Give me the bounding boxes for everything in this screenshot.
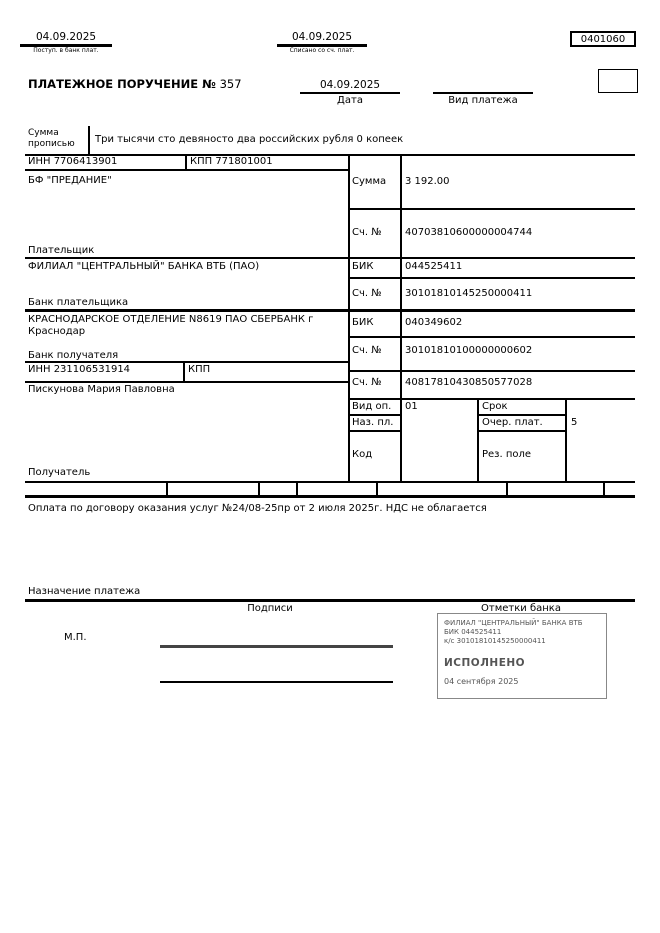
reserve-field-label: Рез. поле	[482, 449, 532, 460]
priority-label: Очер. плат.	[482, 417, 543, 428]
payee-kpp-label: КПП	[188, 364, 211, 375]
payer-acc: 40703810600000004744	[405, 227, 533, 238]
table-line	[25, 495, 635, 498]
document-date: 04.09.2025	[319, 79, 381, 91]
payee-acc-label: Сч. №	[352, 377, 382, 388]
stamp-place-label: М.П.	[64, 632, 87, 643]
table-line	[25, 257, 635, 259]
signature-line	[160, 681, 393, 683]
divider	[88, 126, 90, 154]
table-line	[400, 154, 402, 481]
payment-purpose-label: Назначение платежа	[28, 586, 141, 597]
divider	[25, 599, 635, 602]
signature-line	[160, 645, 393, 648]
date-received-label: Поступ. в банк плат.	[33, 47, 99, 54]
table-line	[348, 336, 635, 338]
payee-bank-bik: 040349602	[405, 317, 463, 328]
payer-bank-name: ФИЛИАЛ "ЦЕНТРАЛЬНЫЙ" БАНКА ВТБ (ПАО)	[28, 261, 260, 272]
payer-bank-acc-label: Сч. №	[352, 288, 382, 299]
payment-kind-label: Вид платежа	[448, 95, 518, 106]
divider	[433, 92, 533, 94]
payer-name: БФ "ПРЕДАНИЕ"	[28, 175, 112, 186]
payer-bank-acc: 30101810145250000411	[405, 288, 533, 299]
table-line	[25, 169, 348, 171]
table-line	[258, 481, 260, 495]
date-debited-value: 04.09.2025	[291, 31, 353, 43]
sum-label: Сумма	[352, 176, 387, 187]
op-type-value: 01	[405, 401, 418, 412]
table-line	[477, 414, 566, 416]
bank-stamp	[437, 613, 607, 699]
payee-inn: ИНН 231106531914	[28, 364, 131, 375]
table-line	[296, 481, 298, 495]
table-line	[348, 277, 635, 279]
stamp-corr-acc: к/с 30101810145250000411	[444, 637, 546, 645]
payee-bank-name: КРАСНОДАРСКОЕ ОТДЕЛЕНИЕ N8619 ПАО СБЕРБАНК г Краснодар	[28, 314, 314, 337]
payment-purpose-text: Оплата по договору оказания услуг №24/08-25пр от 2 июля 2025г. НДС не облагается	[28, 503, 487, 514]
table-line	[565, 398, 567, 481]
payee-bank-acc-label: Сч. №	[352, 345, 382, 356]
payer-section-label: Плательщик	[28, 245, 95, 256]
date-label: Дата	[337, 95, 363, 106]
table-line	[348, 154, 350, 481]
table-line	[25, 381, 348, 383]
date-received-value: 04.09.2025	[35, 31, 97, 43]
table-line	[348, 370, 635, 372]
payer-bank-bik: 044525411	[405, 261, 463, 272]
bank-marks-label: Отметки банка	[481, 603, 561, 614]
document-title: ПЛАТЕЖНОЕ ПОРУЧЕНИЕ №	[28, 77, 216, 91]
table-line	[477, 398, 479, 481]
sum-value: 3 192.00	[405, 176, 450, 187]
code-label: Код	[352, 449, 373, 460]
payee-acc: 40817810430850577028	[405, 377, 533, 388]
table-line	[348, 430, 401, 432]
form-code-box	[570, 31, 636, 47]
payee-bank-bik-label: БИК	[352, 317, 374, 328]
table-line	[183, 361, 185, 381]
signatures-label: Подписи	[247, 603, 293, 614]
stamp-bank-name: ФИЛИАЛ "ЦЕНТРАЛЬНЫЙ" БАНКА ВТБ	[444, 619, 583, 627]
table-line	[376, 481, 378, 495]
stamp-status: ИСПОЛНЕНО	[444, 657, 526, 669]
payer-bank-section-label: Банк плательщика	[28, 297, 129, 308]
table-line	[25, 481, 635, 483]
term-label: Срок	[482, 401, 508, 412]
table-line	[166, 481, 168, 495]
table-line	[185, 154, 187, 169]
amount-words-value: Три тысячи сто девяносто два российских рубля 0 копеек	[95, 134, 404, 145]
table-line	[477, 430, 566, 432]
amount-words-label: Сумма прописью	[28, 128, 75, 149]
payer-kpp: КПП 771801001	[190, 156, 273, 167]
payee-bank-acc: 30101810100000000602	[405, 345, 533, 356]
table-line	[348, 208, 635, 210]
stamp-date: 04 сентября 2025	[444, 677, 519, 686]
payer-inn: ИНН 7706413901	[28, 156, 118, 167]
payee-section-label: Получатель	[28, 467, 91, 478]
table-line	[506, 481, 508, 495]
date-debited-label: Списано со сч. плат.	[289, 47, 355, 54]
stamp-bik: БИК 044525411	[444, 628, 502, 636]
purpose-code-label: Наз. пл.	[352, 417, 394, 428]
payee-name: Пискунова Мария Павловна	[28, 384, 175, 395]
table-line	[348, 398, 635, 400]
divider	[300, 92, 400, 94]
payee-bank-section-label: Банк получателя	[28, 350, 119, 361]
priority-value: 5	[571, 417, 578, 428]
table-line	[25, 361, 348, 363]
table-line	[603, 481, 605, 495]
payment-kind-box	[598, 69, 638, 93]
form-code: 0401060	[580, 34, 626, 45]
payer-acc-label: Сч. №	[352, 227, 382, 238]
payer-bank-bik-label: БИК	[352, 261, 374, 272]
table-line	[348, 414, 401, 416]
op-type-label: Вид оп.	[352, 401, 392, 412]
document-number: 357	[219, 77, 242, 91]
table-line	[25, 309, 635, 312]
